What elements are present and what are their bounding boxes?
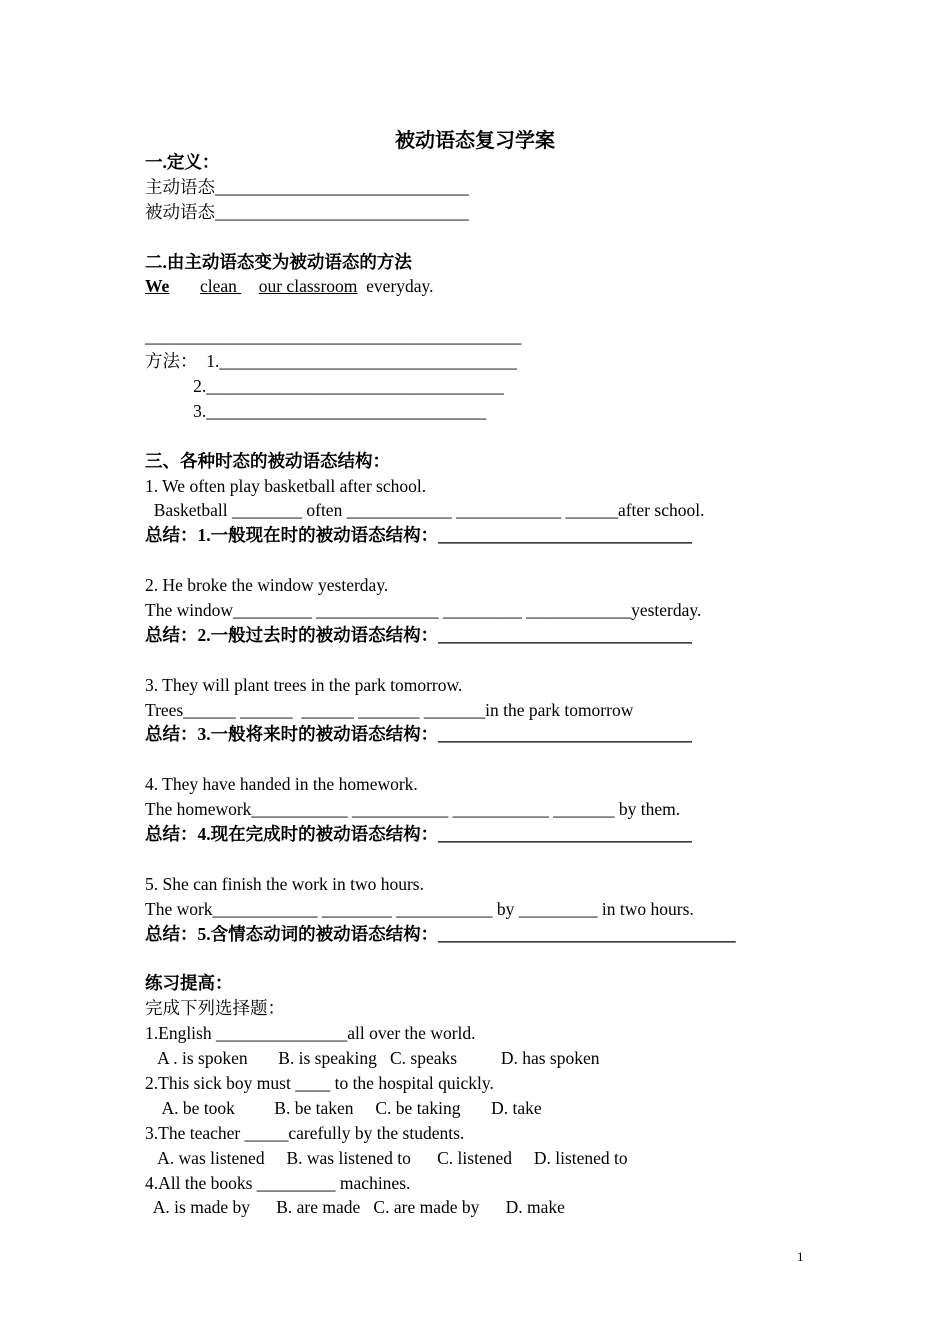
text-line [145,424,825,449]
document-body [145,150,825,1220]
text-line: 4. They have handed in the homework. [145,774,418,795]
text-line: 4.All the books _________ machines. [145,1172,411,1193]
text-line: 2.__________________________________ [145,376,504,397]
text-line: A. be took B. be taken C. be taking D. take [145,1097,542,1118]
text-segment: everyday. [357,276,434,297]
text-line: 方法： 1.__________________________________ [145,351,517,372]
text-line [145,548,825,573]
text-line: The homework___________ ___________ ___________ _______ by them. [145,799,681,820]
text-line [145,225,825,250]
text-line: 总结：4.现在完成时的被动语态结构：_____________________________ [145,824,692,845]
text-line: 三、各种时态的被动语态结构： [145,450,390,471]
text-line: A. is made by B. are made C. are made by D. make [145,1197,565,1218]
text-line: 总结：5.含情态动词的被动语态结构：__________________________________ [145,923,736,944]
text-line: 3.The teacher _____carefully by the students. [145,1122,465,1143]
text-line [145,274,825,299]
text-line: 总结：3.一般将来时的被动语态结构：_____________________________ [145,724,692,745]
text-line: A. was listened B. was listened to C. listened D. listened to [145,1147,628,1168]
text-line: 2. He broke the window yesterday. [145,575,389,596]
text-segment: clean [199,276,242,297]
text-line: 完成下列选择题： [145,998,285,1019]
text-line: The work____________ ________ ___________ by _________ in two hours. [145,898,694,919]
text-line [145,847,825,872]
text-line: 1. We often play basketball after school. [145,475,427,496]
text-line: 5. She can finish the work in two hours. [145,873,424,894]
text-line: 2.This sick boy must ____ to the hospital quickly. [145,1072,494,1093]
text-line: Trees______ ______ ______ _______ _______in the park tomorrow [145,699,634,720]
page-number: 1 [797,1249,804,1264]
text-line: Basketball ________ often ____________ ____________ ______after school. [145,500,705,521]
text-line: The window_________ ______________ _________ ____________yesterday. [145,600,702,621]
text-segment: our classroom [258,276,358,297]
text-line: A . is spoken B. is speaking C. speaks D. has spoken [145,1048,600,1069]
text-line: ___________________________________________ [145,326,522,347]
text-line: 3. They will plant trees in the park tomorrow. [145,674,463,695]
text-line: 1.English _______________all over the world. [145,1023,476,1044]
text-segment [169,276,200,296]
text-line [145,299,825,324]
text-line: 主动语态_____________________________ [145,176,469,197]
text-line: 练习提高： [145,973,233,994]
text-line: 总结：2.一般过去时的被动语态结构：_____________________________ [145,624,692,645]
text-line: 一.定义： [145,152,220,172]
text-line: 二.由主动语态变为被动语态的方法 [145,251,412,272]
text-segment [241,276,259,296]
text-line: 3.________________________________ [145,400,487,421]
page-title: 被动语态复习学案 [395,130,555,152]
text-line: 总结：1.一般现在时的被动语态结构：_____________________________ [145,525,692,546]
text-segment: We [145,276,170,297]
text-line [145,747,825,772]
text-line [145,947,825,972]
text-line: 被动语态_____________________________ [145,201,469,222]
text-line [145,648,825,673]
